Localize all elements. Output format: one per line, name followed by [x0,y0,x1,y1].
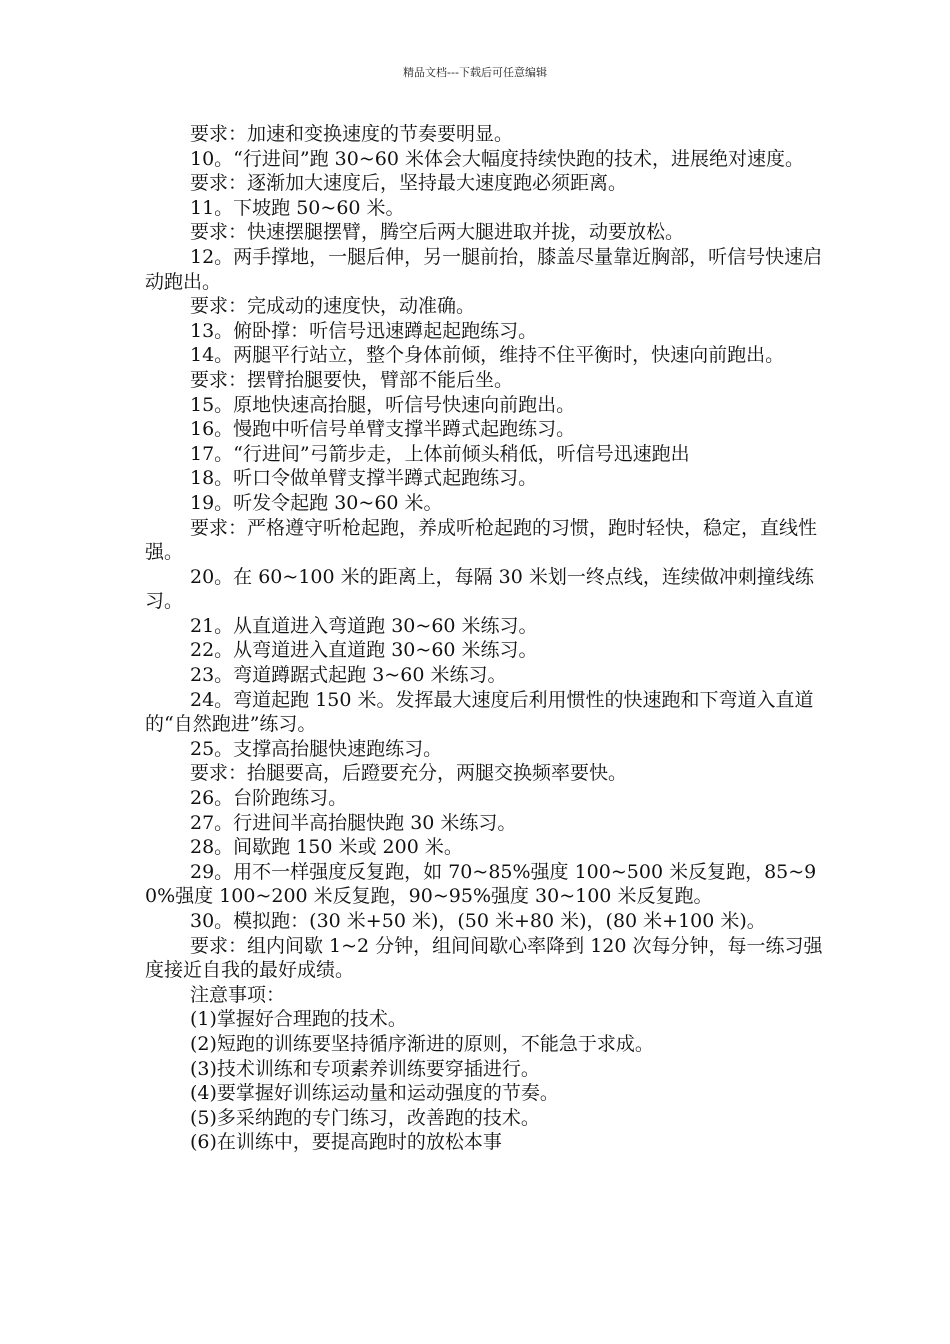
paragraph: 30。模拟跑：(30 米+50 米)，(50 米+80 米)，(80 米+100 米)。 [190,910,766,932]
paragraph: (2)短跑的训练要坚持循序渐进的原则，不能急于求成。 [190,1032,654,1055]
paragraph: 注意事项： [190,983,286,1006]
paragraph: 24。弯道起跑 150 米。发挥最大速度后利用惯性的快速跑和下弯道入直道的“自然跑进”练习。 [145,688,814,736]
paragraph: 13。俯卧撑：听信号迅速蹲起起跑练习。 [190,319,538,342]
paragraph: 10。“行进间”跑 30~60 米体会大幅度持续快跑的技术，进展绝对速度。 [190,147,804,170]
paragraph: 28。间歇跑 150 米或 200 米。 [190,836,463,859]
paragraph: 23。弯道蹲踞式起跑 3~60 米练习。 [190,664,507,687]
paragraph: 18。听口令做单臂支撑半蹲式起跑练习。 [190,467,538,490]
paragraph: 16。慢跑中听信号单臂支撑半蹲式起跑练习。 [190,418,576,441]
paragraph: 22。从弯道进入直道跑 30~60 米练习。 [190,639,538,662]
paragraph: 25。支撑高抬腿快速跑练习。 [190,737,443,760]
paragraph: 14。两腿平行站立，整个身体前倾，维持不住平衡时，快速向前跑出。 [190,344,785,367]
paragraph: (1)掌握好合理跑的技术。 [190,1008,407,1031]
document-body [145,122,825,1155]
paragraph: 19。听发令起跑 30~60 米。 [190,491,443,514]
paragraph: 要求：快速摆腿摆臂，腾空后两大腿进取并拢，动要放松。 [190,221,685,244]
paragraph: 要求：加速和变换速度的节奏要明显。 [190,123,514,145]
paragraph: (6)在训练中，要提高跑时的放松本事 [190,1131,502,1154]
paragraph: 要求：严格遵守听枪起跑，养成听枪起跑的习惯，跑时轻快，稳定，直线性强。 [145,516,818,564]
paragraph: 要求：抬腿要高，后蹬要充分，两腿交换频率要快。 [190,762,628,785]
paragraph: 29。用不一样强度反复跑，如 70~85%强度 100~500 米反复跑，85~90%强度 100~200 米反复跑，90~95%强度 30~100 米反复跑。 [145,860,817,908]
paragraph: 20。在 60~100 米的距离上，每隔 30 米划一终点线，连续做冲刺撞线练习。 [145,565,814,613]
page-header: 精品文档---下载后可任意编辑 [403,66,547,79]
paragraph: (4)要掌握好训练运动量和运动强度的节奏。 [190,1082,559,1105]
paragraph: 12。两手撑地，一腿后伸，另一腿前抬，膝盖尽量靠近胸部，听信号快速启动跑出。 [145,245,823,293]
paragraph: 17。“行进间”弓箭步走，上体前倾头稍低，听信号迅速跑出 [190,442,690,465]
paragraph: 要求：组内间歇 1~2 分钟，组间间歇心率降到 120 次每分钟，每一练习强度接近自我的最好成绩。 [145,934,823,982]
paragraph: 26。台阶跑练习。 [190,787,348,810]
paragraph: (3)技术训练和专项素养训练要穿插进行。 [190,1057,540,1080]
paragraph: 15。原地快速高抬腿，听信号快速向前跑出。 [190,393,576,416]
paragraph: 要求：逐渐加大速度后，坚持最大速度跑必须距离。 [190,172,628,195]
paragraph: (5)多采纳跑的专门练习，改善跑的技术。 [190,1106,540,1129]
paragraph: 要求：摆臂抬腿要快，臂部不能后坐。 [190,368,514,391]
paragraph: 27。行进间半高抬腿快跑 30 米练习。 [190,811,517,834]
paragraph: 21。从直道进入弯道跑 30~60 米练习。 [190,614,538,637]
paragraph: 要求：完成动的速度快，动准确。 [190,295,476,318]
paragraph: 11。下坡跑 50~60 米。 [190,196,405,219]
